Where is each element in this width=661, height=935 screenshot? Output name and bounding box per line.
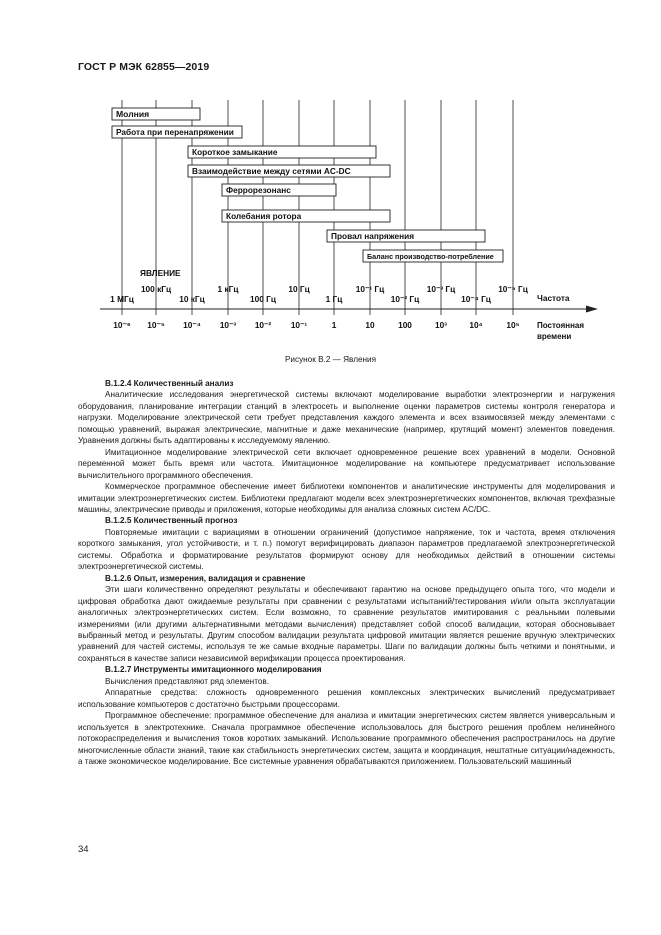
frequency-tick-label: 1 Гц — [325, 294, 343, 304]
time-tick-label: 10⁵ — [506, 320, 520, 330]
phenomenon-label: Феррорезонанс — [226, 185, 291, 195]
figure-caption: Рисунок В.2 — Явления — [284, 355, 377, 364]
frequency-tick-label: 1 МГц — [110, 294, 134, 304]
frequency-tick-label: 10 Гц — [288, 284, 310, 294]
phenomena-label: ЯВЛЕНИЕ — [140, 268, 181, 278]
phenomenon-label: Колебания ротора — [226, 211, 302, 221]
time-tick-label: 1 — [331, 320, 337, 330]
time-tick-label: 10⁻² — [254, 320, 272, 330]
phenomenon-label: Провал напряжения — [331, 231, 415, 241]
paragraph: Аппаратные средства: сложность одновременного решения комплексных электрических вычислений предусматривает использование компьютеров с достаточно быстрыми процессорами. — [78, 688, 615, 709]
phenomenon-label: Работа при перенапряжении — [116, 127, 234, 137]
paragraph: Аналитические исследования энергетической системы включают моделирование выработки электроэнергии и нагружения оборудования, планирование интеграции станций в электросеть и выполнение оценки параметров системы контроля генератора и нагрузки. Моделирование электрической сети требует представления каждого элемента и всех взаимосвязей между элементами с помощью уравнений, выражая электрические, магнитные и даже механические (например, крутящий момент) элементов поведения. Уравнения должны быть адаптированы к исследуемому явлению. — [78, 390, 615, 446]
time-tick-label: 10⁻¹ — [290, 320, 308, 330]
paragraph: Эти шаги количественно определяют результаты и обеспечивают гарантию на основе предыдущего опыта того, что модели и цифровая обработка дают ожидаемые результаты при сравнении с результатами испытаний/тестирования и/или опыта эксплуатации аналогичных электроэнергетических систем. Если возможно, то сравнение результатов имитирования с реальными полевыми измерениями (или другими альтернативными методами вычисления) представляет собой способ валидации, которая обосновывает выбранный метод и результаты. Другим способом валидации результата цифровой имитации является решение вручную электрических уравнений для частей системы, используя те же самые входные параметры. Шаги по валидации должны быть четкими и понятными, и сохраняться в качестве записи независимой верификации процесса проектирования. — [78, 585, 615, 663]
document-header: ГОСТ Р МЭК 62855—2019 — [78, 61, 210, 73]
page-number: 34 — [78, 844, 89, 855]
frequency-tick-label: 10 кГц — [179, 294, 205, 304]
frequency-tick-label: 10⁻⁵ Гц — [498, 284, 528, 294]
frequency-tick-label: 10⁻³ Гц — [426, 284, 456, 294]
time-tick-label: 10⁻³ — [219, 320, 237, 330]
phenomenon-label: Взаимодействие между сетями AC-DC — [192, 166, 351, 176]
time-tick-label: 10⁴ — [469, 320, 483, 330]
time-tick-label: 10⁻⁴ — [183, 320, 201, 330]
axis-label-time-constant-1: Постоянная — [537, 321, 585, 330]
body-text — [78, 378, 615, 767]
paragraph: Коммерческое программное обеспечение имеет библиотеки компонентов и аналитические инструменты для моделирования и имитации электроэнергетических систем. Библиотеки предлагают модели всех электроэнергетических компонентов, включая трехфазные машины, электрические приводы и приложения, которые необходимы для анализа сложных систем AC/DC. — [78, 482, 615, 514]
time-tick-label: 10 — [365, 320, 375, 330]
time-tick-label: 10⁻⁵ — [147, 320, 165, 330]
phenomena-figure — [0, 0, 661, 355]
frequency-tick-label: 10⁻² Гц — [390, 294, 420, 304]
frequency-tick-label: 1 кГц — [217, 284, 239, 294]
section-heading: В.1.2.5 Количественный прогноз — [105, 516, 238, 526]
phenomenon-label: Короткое замыкание — [192, 147, 278, 157]
axis-arrow-icon — [586, 306, 598, 313]
frequency-tick-label: 10⁻⁴ Гц — [461, 294, 491, 304]
phenomenon-label: Баланс производство-потребление — [367, 252, 494, 261]
paragraph: Имитационное моделирование электрической сети включает одновременное решение всех уравнений в модели. Основной переменной может быть время или частота. Имитационное моделирование на компьютере предусматривает использование вычислительного программного обеспечения. — [78, 447, 615, 480]
frequency-tick-label: 100 кГц — [140, 284, 172, 294]
frequency-tick-label: 100 Гц — [250, 294, 276, 304]
axis-label-frequency: Частота — [537, 293, 570, 303]
phenomenon-label: Молния — [116, 109, 150, 119]
paragraph: Программное обеспечение: программное обеспечение для анализа и имитации энергетических систем является универсальным и используется в электротехнике. Сначала программное обеспечение использовалось для быстрого решения проблем нелинейного потокораспределения и вычисления токов коротких замыканий. Использование программного обеспечения распространилось на другие многочисленные области знаний, такие как стабильность энергетических систем, защита и координация, нештатные ситуации/надежность, а также экономическое моделирование. Все системные уравнения обрабатываются приложением. Пользовательский машинный — [78, 711, 615, 766]
section-heading: В.1.2.7 Инструменты имитационного моделирования — [105, 665, 322, 675]
paragraph: Вычисления представляют ряд элементов. — [105, 676, 270, 686]
time-tick-label: 10³ — [435, 320, 447, 330]
paragraph: Повторяемые имитации с вариациями в отношении ограничений (допустимое напряжение, ток и частота, время отключения короткого замыкания, угол устойчивости, и т. п.) помогут верифицировать диапазон параметров предлагаемой электроэнергетической системы. Обработка и форматирование результатов формируют основу для необходимых действий в отношении системы электроэнергетической системы. — [78, 527, 615, 572]
time-tick-label: 10⁻⁶ — [113, 320, 131, 330]
axis-label-time-constant-2: времени — [537, 332, 572, 341]
frequency-tick-label: 10⁻¹ Гц — [355, 284, 385, 294]
section-heading: В.1.2.4 Количественный анализ — [105, 379, 234, 388]
section-heading: В.1.2.6 Опыт, измерения, валидация и сравнение — [105, 573, 306, 583]
time-tick-label: 100 — [398, 320, 412, 330]
